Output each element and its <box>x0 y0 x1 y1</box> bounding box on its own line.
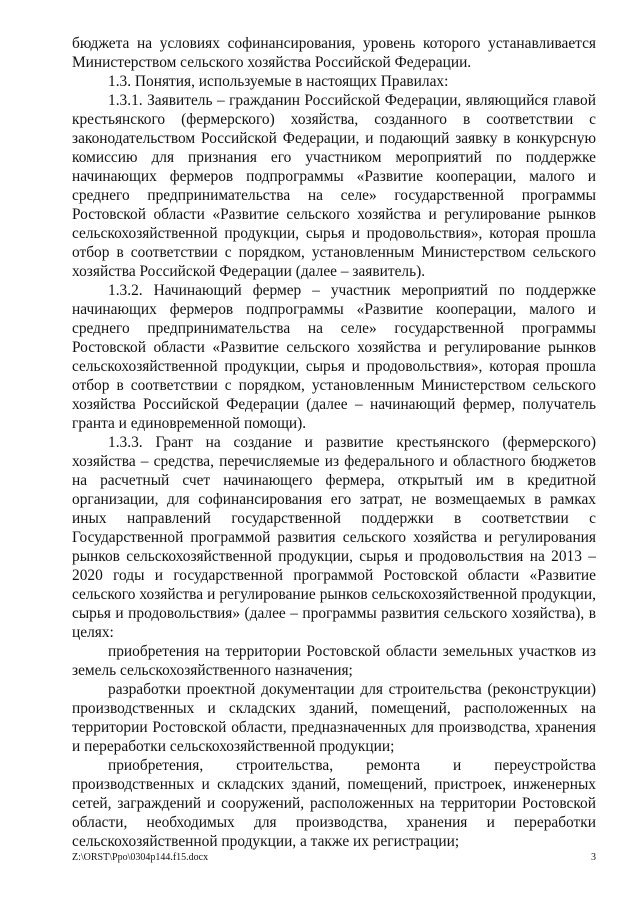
paragraph-purpose-buildings: приобретения, строительства, ремонта и переустройства производственных и складских зданий, помещений, пристроек, инженерных сетей, заграждений и сооружений, расположенных на территории Ростовской области, необходимых для производства, хранения и переработки сельскохозяйственной продукции, а также их регистрации; <box>72 757 596 850</box>
footer-page-number: 3 <box>591 852 596 863</box>
paragraph-purpose-project-documentation: разработки проектной документации для строительства (реконструкции) производственных и складских зданий, помещений, расположенных на территории Ростовской области, предназначенных для производства, хранения и переработки сельскохозяйственной продукции; <box>72 681 596 755</box>
paragraph-section-1-3-2-beginning-farmer: 1.3.2. Начинающий фермер – участник мероприятий по поддержке начинающих фермеров подпрограммы «Развитие кооперации, малого и среднего предпринимательства на селе» государственной программы Ростовской области «Развитие сельского хозяйства и регулирование рынков сельскохозяйственной продукции, сырья и продовольствия», которая прошла отбор в соответствии с порядком, установленным Министерством сельского хозяйства Российской Федерации (далее – начинающий фермер, получатель гранта и единовременной помощи). <box>72 282 596 432</box>
footer-file-path: Z:\ORST\Ppo\0304p144.f15.docx <box>72 852 209 863</box>
paragraph-section-1-3-1-applicant: 1.3.1. Заявитель – гражданин Российской Федерации, являющийся главой крестьянского (фермерского) хозяйства, созданного в соответствии с законодательством Российской Федерации, и подающий заявку в конкурсную комиссию для признания его участником мероприятий по поддержке начинающих фермеров подпрограммы «Развитие кооперации, малого и среднего предпринимательства на селе» государственной программы Ростовской области «Развитие сельского хозяйства и регулирование рынков сельскохозяйственной продукции, сырья и продовольствия», которая прошла отбор в соответствии с порядком, установленным Министерством сельского хозяйства Российской Федерации (далее – заявитель). <box>72 92 596 280</box>
paragraph-budget-continuation: бюджета на условиях софинансирования, уровень которого устанавливается Министерством сельского хозяйства Российской Федерации. <box>72 35 596 71</box>
document-body <box>72 34 596 851</box>
paragraph-section-1-3-3-grant: 1.3.3. Грант на создание и развитие крестьянского (фермерского) хозяйства – средства, перечисляемые из федерального и областного бюджетов на расчетный счет начинающего фермера, открытый им в кредитной организации, для софинансирования его затрат, не возмещаемых в рамках иных направлений государственной поддержки в соответствии с Государственной программой развития сельского хозяйства и регулирования рынков сельскохозяйственной продукции, сырья и продовольствия на 2013 – 2020 годы и государственной программой Ростовской области «Развитие сельского хозяйства и регулирование рынков сельскохозяйственной продукции, сырья и продовольствия» (далее – программы развития сельского хозяйства), в целях: <box>72 434 596 641</box>
paragraph-purpose-land-acquisition: приобретения на территории Ростовской области земельных участков из земель сельскохозяйственного назначения; <box>72 643 596 679</box>
paragraph-section-1-3-heading: 1.3. Понятия, используемые в настоящих Правилах: <box>108 73 449 90</box>
